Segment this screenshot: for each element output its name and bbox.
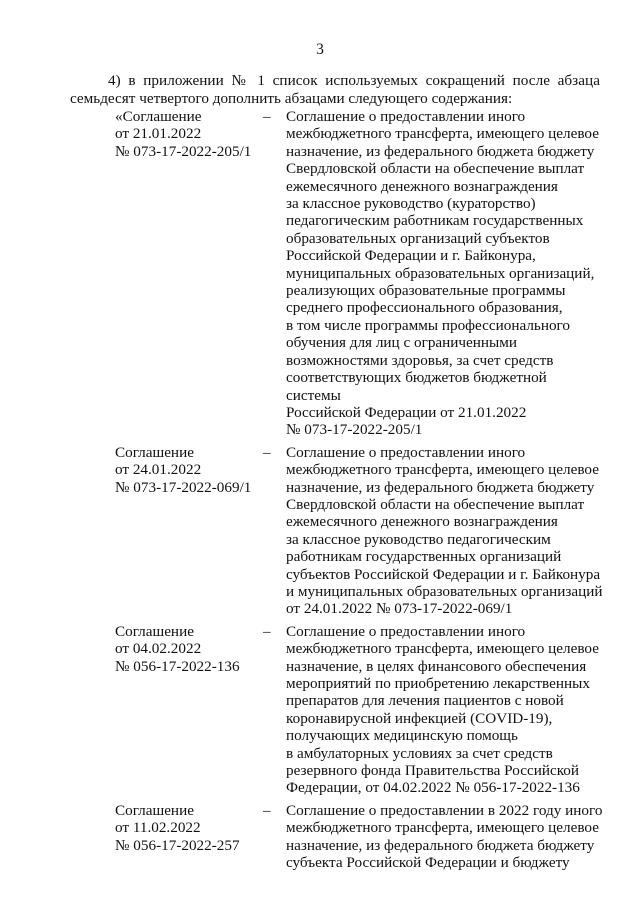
entry-abbreviation-line: «Соглашение	[115, 108, 202, 125]
intro-line-1: 4) в приложении № 1 список используемых сокращений после абзаца	[108, 72, 600, 89]
entry-abbreviation	[115, 108, 263, 439]
entry-definition: Соглашение о предоставлении иного межбюджетного трансферта, имеющего целевое назначение, в целях финансового обеспечения мероприятий по приобретению лекарственных препаратов для лечения пациентов с новой коронавирусной инфекцией (COVID-19), получающих медицинскую помощь в амбулаторных условиях за счет средств резервного фонда Правительства Российской Федерации, от 04.02.2022 № 056-17-2022-136	[286, 622, 599, 797]
entry-abbreviation-line: Соглашение	[115, 801, 194, 819]
entry-abbreviation-line: № 073-17-2022-069/1	[115, 478, 252, 496]
entry-dash: –	[263, 443, 271, 461]
abbreviation-entry	[115, 623, 605, 797]
page-number: 3	[316, 41, 324, 58]
entry-definition: Соглашение о предоставлении в 2022 году иного межбюджетного трансферта, имеющего целевое назначение, из федерального бюджета бюджету субъекта Российской Федерации и бюджету	[286, 801, 603, 872]
entry-abbreviation	[115, 444, 263, 618]
entry-abbreviation-line: № 056-17-2022-136	[115, 657, 240, 675]
abbreviation-entries	[115, 108, 605, 871]
entry-abbreviation-line: от 04.02.2022	[115, 640, 202, 658]
entry-abbreviation-line: № 056-17-2022-257	[115, 836, 240, 854]
entry-abbreviation-line: Соглашение	[115, 443, 194, 461]
entry-definition: Соглашение о предоставлении иного межбюджетного трансферта, имеющего целевое назначение, из федерального бюджета бюджету Свердловской области на обеспечение выплат ежемесячного денежного вознаграждения за классное руководство (кураторство) педагогическим работникам государственных образовательных организаций субъектов Российской Федерации и г. Байконура, муниципальных образовательных организаций, реализующих образовательные программы среднего профессионального образования, в том числе программы профессионального обучения для лиц с ограниченными возможностями здоровья, за счет средств соответствующих бюджетов бюджетной системы Российской Федерации от 21.01.2022 № 073-17-2022-205/1	[286, 108, 599, 439]
entry-abbreviation	[115, 623, 263, 797]
abbreviation-entry	[115, 802, 605, 872]
entry-abbreviation-line: от 21.01.2022	[115, 125, 202, 143]
intro-line-2: семьдесят четвертого дополнить абзацами следующего содержания:	[70, 89, 513, 107]
entry-abbreviation-line: от 11.02.2022	[115, 819, 201, 837]
entry-abbreviation	[115, 802, 263, 872]
entry-abbreviation-line: № 073-17-2022-205/1	[115, 142, 252, 160]
entry-dash: –	[263, 801, 271, 819]
entry-dash: –	[263, 108, 271, 125]
intro-paragraph	[70, 72, 600, 107]
entry-abbreviation-line: от 24.01.2022	[115, 461, 202, 479]
abbreviation-entry	[115, 444, 605, 618]
abbreviation-entry	[115, 108, 605, 439]
entry-definition: Соглашение о предоставлении иного межбюджетного трансферта, имеющего целевое назначение, из федерального бюджета бюджету Свердловской области на обеспечение выплат ежемесячного денежного вознаграждения за классное руководство педагогическим работникам государственных организаций субъектов Российской Федерации и г. Байконура и муниципальных образовательных организаций от 24.01.2022 № 073-17-2022-069/1	[286, 443, 603, 618]
entry-dash: –	[263, 622, 271, 640]
entry-abbreviation-line: Соглашение	[115, 622, 194, 640]
